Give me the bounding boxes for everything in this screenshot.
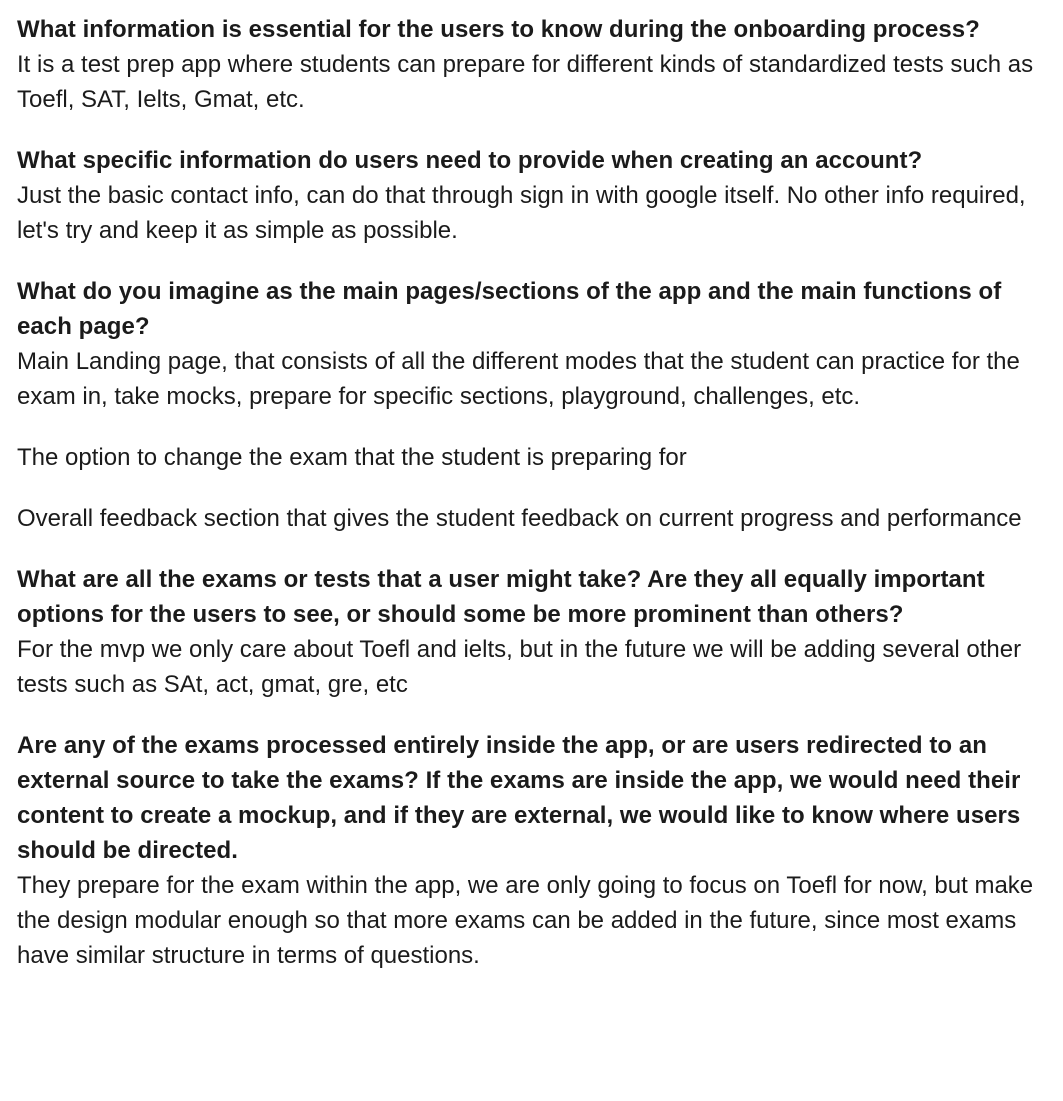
answer-text: For the mvp we only care about Toefl and ielts, but in the future we will be adding several other tests such as SAt, act, gmat, gre, etc [17, 636, 1022, 698]
question-heading: Are any of the exams processed entirely inside the app, or are users redirected to an external source to take the exams? If the exams are inside the app, we would need their content to create a mockup, and if they are external, we would like to know where users should be directed. [17, 732, 1021, 864]
question-heading: What specific information do users need to provide when creating an account? [17, 147, 923, 174]
question-heading: What do you imagine as the main pages/sections of the app and the main functions of each page? [17, 278, 1002, 340]
question-heading: What are all the exams or tests that a user might take? Are they all equally important options for the users to see, or should some be more prominent than others? [17, 566, 985, 628]
qa-block-onboarding [17, 12, 1049, 117]
question-heading: What information is essential for the users to know during the onboarding process? [17, 16, 980, 43]
qa-block-account-info [17, 143, 1049, 248]
answer-text: They prepare for the exam within the app, we are only going to focus on Toefl for now, but make the design modular enough so that more exams can be added in the future, since most exams have similar structure in terms of questions. [17, 872, 1034, 969]
answer-text: Just the basic contact info, can do that through sign in with google itself. No other info required, let's try and keep it as simple as possible. [17, 182, 1026, 244]
answer-paragraph: Overall feedback section that gives the student feedback on current progress and performance [17, 505, 1022, 532]
qa-block-exams-list [17, 562, 1049, 702]
answer-text: Main Landing page, that consists of all the different modes that the student can practice for the exam in, take mocks, prepare for specific sections, playground, challenges, etc. [17, 348, 1020, 410]
answer-paragraph: The option to change the exam that the student is preparing for [17, 444, 687, 471]
qa-block-main-pages [17, 274, 1049, 414]
answer-text: It is a test prep app where students can prepare for different kinds of standardized tests such as Toefl, SAT, Ielts, Gmat, etc. [17, 51, 1034, 113]
qa-block-exam-processing [17, 728, 1049, 973]
